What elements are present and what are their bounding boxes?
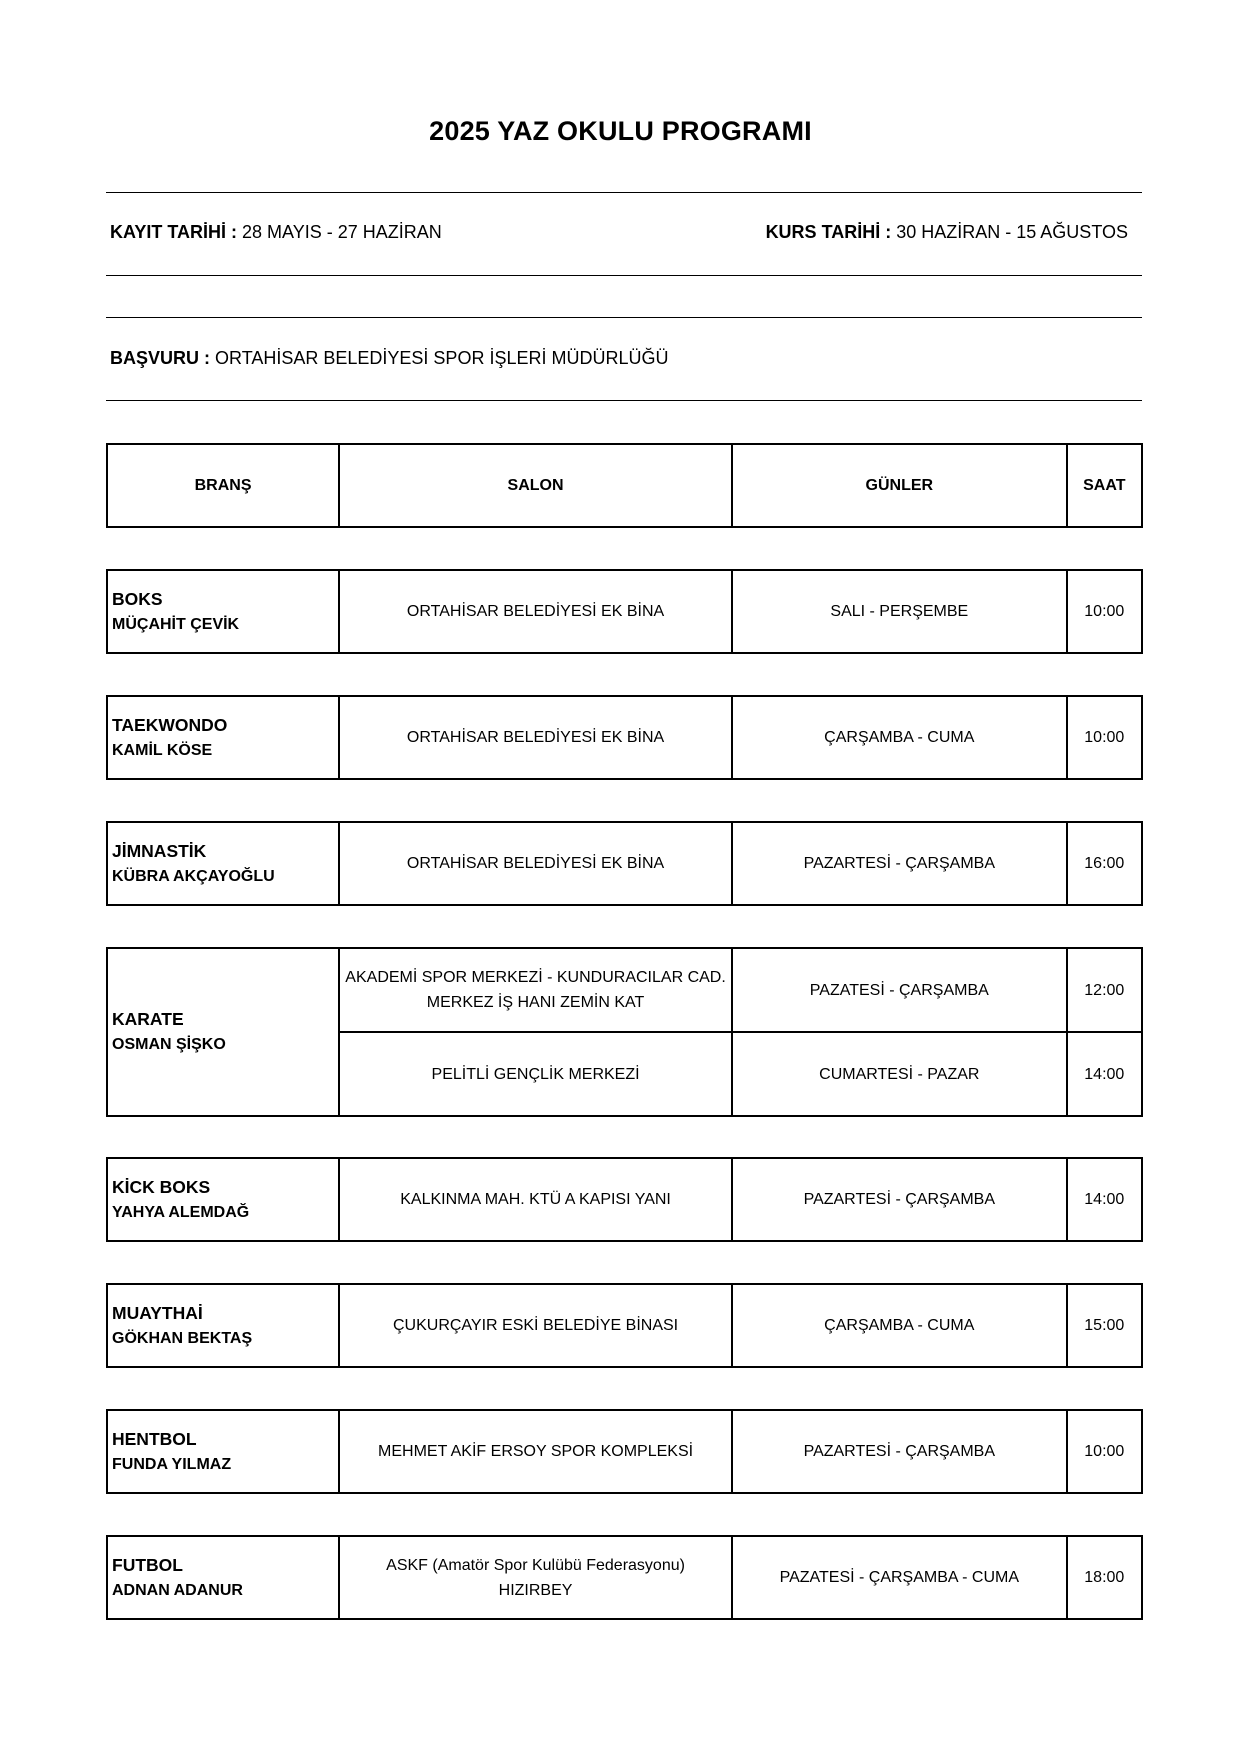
course-label: KURS TARİHİ : xyxy=(765,222,892,242)
venue-cell: ORTAHİSAR BELEDİYESİ EK BİNA xyxy=(339,696,732,779)
time-cell: 14:00 xyxy=(1067,1032,1142,1116)
time-cell: 18:00 xyxy=(1067,1536,1142,1619)
program-table xyxy=(106,1157,1143,1242)
time-cell: 14:00 xyxy=(1067,1158,1142,1241)
program-table xyxy=(106,1535,1143,1620)
page-title: 2025 YAZ OKULU PROGRAMI xyxy=(429,116,812,146)
days-cell: SALI - PERŞEMBE xyxy=(732,570,1067,653)
program-table xyxy=(106,821,1143,906)
venue-cell xyxy=(339,948,732,1032)
branch-name: KİCK BOKS xyxy=(112,1176,211,1197)
instructor-name: YAHYA ALEMDAĞ xyxy=(112,1203,250,1221)
venue-cell: KALKINMA MAH. KTÜ A KAPISI YANI xyxy=(339,1158,732,1241)
branch-name: KARATE xyxy=(112,1009,184,1029)
time-cell: 10:00 xyxy=(1067,570,1142,653)
days-cell: CUMARTESİ - PAZAR xyxy=(732,1032,1067,1116)
branch-name: BOKS xyxy=(112,588,163,609)
days-cell: PAZARTESİ - ÇARŞAMBA xyxy=(732,1410,1067,1493)
time-cell: 16:00 xyxy=(1067,822,1142,905)
venue-cell: MEHMET AKİF ERSOY SPOR KOMPLEKSİ xyxy=(339,1410,732,1493)
application-label: BAŞVURU : xyxy=(110,348,211,368)
header-time: SAAT xyxy=(1067,444,1142,527)
time-cell: 15:00 xyxy=(1067,1284,1142,1367)
venue-cell: ÇUKURÇAYIR ESKİ BELEDİYE BİNASI xyxy=(339,1284,732,1367)
registration-label: KAYIT TARİHİ : xyxy=(110,222,238,242)
header-branch: BRANŞ xyxy=(107,444,339,527)
branch-cell xyxy=(107,1410,339,1493)
application-value: ORTAHİSAR BELEDİYESİ SPOR İŞLERİ MÜDÜRLÜĞÜ xyxy=(215,348,669,368)
divider xyxy=(106,192,1142,193)
divider xyxy=(106,275,1142,276)
program-table xyxy=(106,1283,1143,1368)
venue-cell: PELİTLİ GENÇLİK MERKEZİ xyxy=(339,1032,732,1116)
course-date xyxy=(766,222,1128,243)
venue-cell: ORTAHİSAR BELEDİYESİ EK BİNA xyxy=(339,822,732,905)
days-cell: PAZARTESİ - ÇARŞAMBA xyxy=(732,822,1067,905)
branch-cell xyxy=(107,1536,339,1619)
header-venue: SALON xyxy=(339,444,732,527)
branch-name: MUAYTHAİ xyxy=(112,1302,203,1323)
branch-cell xyxy=(107,696,339,779)
branch-cell xyxy=(107,1284,339,1367)
application-info xyxy=(110,348,668,369)
venue-line: HIZIRBEY xyxy=(498,1581,573,1599)
branch-name: JİMNASTİK xyxy=(112,840,207,861)
branch-name: HENTBOL xyxy=(112,1428,197,1449)
branch-name: TAEKWONDO xyxy=(112,714,228,735)
registration-date xyxy=(110,222,442,243)
venue-cell xyxy=(339,1536,732,1619)
instructor-name: ADNAN ADANUR xyxy=(112,1581,243,1599)
instructor-name: GÖKHAN BEKTAŞ xyxy=(112,1329,253,1347)
branch-name: FUTBOL xyxy=(112,1554,183,1575)
days-cell: PAZATESİ - ÇARŞAMBA - CUMA xyxy=(732,1536,1067,1619)
branch-cell xyxy=(107,1158,339,1241)
days-cell: PAZARTESİ - ÇARŞAMBA xyxy=(732,1158,1067,1241)
branch-cell xyxy=(107,948,339,1116)
divider xyxy=(106,317,1142,318)
venue-line: ASKF (Amatör Spor Kulübü Federasyonu) xyxy=(386,1556,685,1574)
instructor-name: OSMAN ŞİŞKO xyxy=(112,1036,226,1053)
program-table xyxy=(106,1409,1143,1494)
header-days: GÜNLER xyxy=(732,444,1067,527)
instructor-name: KAMİL KÖSE xyxy=(112,741,213,759)
program-table xyxy=(106,947,1143,1117)
time-cell: 10:00 xyxy=(1067,1410,1142,1493)
days-cell: ÇARŞAMBA - CUMA xyxy=(732,1284,1067,1367)
venue-line: AKADEMİ SPOR MERKEZİ - KUNDURACILAR CAD. xyxy=(345,969,726,986)
branch-cell xyxy=(107,570,339,653)
registration-value: 28 MAYIS - 27 HAZİRAN xyxy=(242,222,442,242)
venue-cell: ORTAHİSAR BELEDİYESİ EK BİNA xyxy=(339,570,732,653)
time-cell: 10:00 xyxy=(1067,696,1142,779)
instructor-name: KÜBRA AKÇAYOĞLU xyxy=(112,867,275,885)
divider xyxy=(106,400,1142,401)
time-cell: 12:00 xyxy=(1067,948,1142,1032)
days-cell: PAZATESİ - ÇARŞAMBA xyxy=(732,948,1067,1032)
program-table xyxy=(106,569,1143,654)
venue-line: MERKEZ İŞ HANI ZEMİN KAT xyxy=(426,994,645,1011)
program-table xyxy=(106,695,1143,780)
instructor-name: MÜÇAHİT ÇEVİK xyxy=(112,615,240,633)
course-value: 30 HAZİRAN - 15 AĞUSTOS xyxy=(896,222,1128,242)
header-table xyxy=(106,443,1143,528)
days-cell: ÇARŞAMBA - CUMA xyxy=(732,696,1067,779)
instructor-name: FUNDA YILMAZ xyxy=(112,1455,232,1473)
branch-cell xyxy=(107,822,339,905)
